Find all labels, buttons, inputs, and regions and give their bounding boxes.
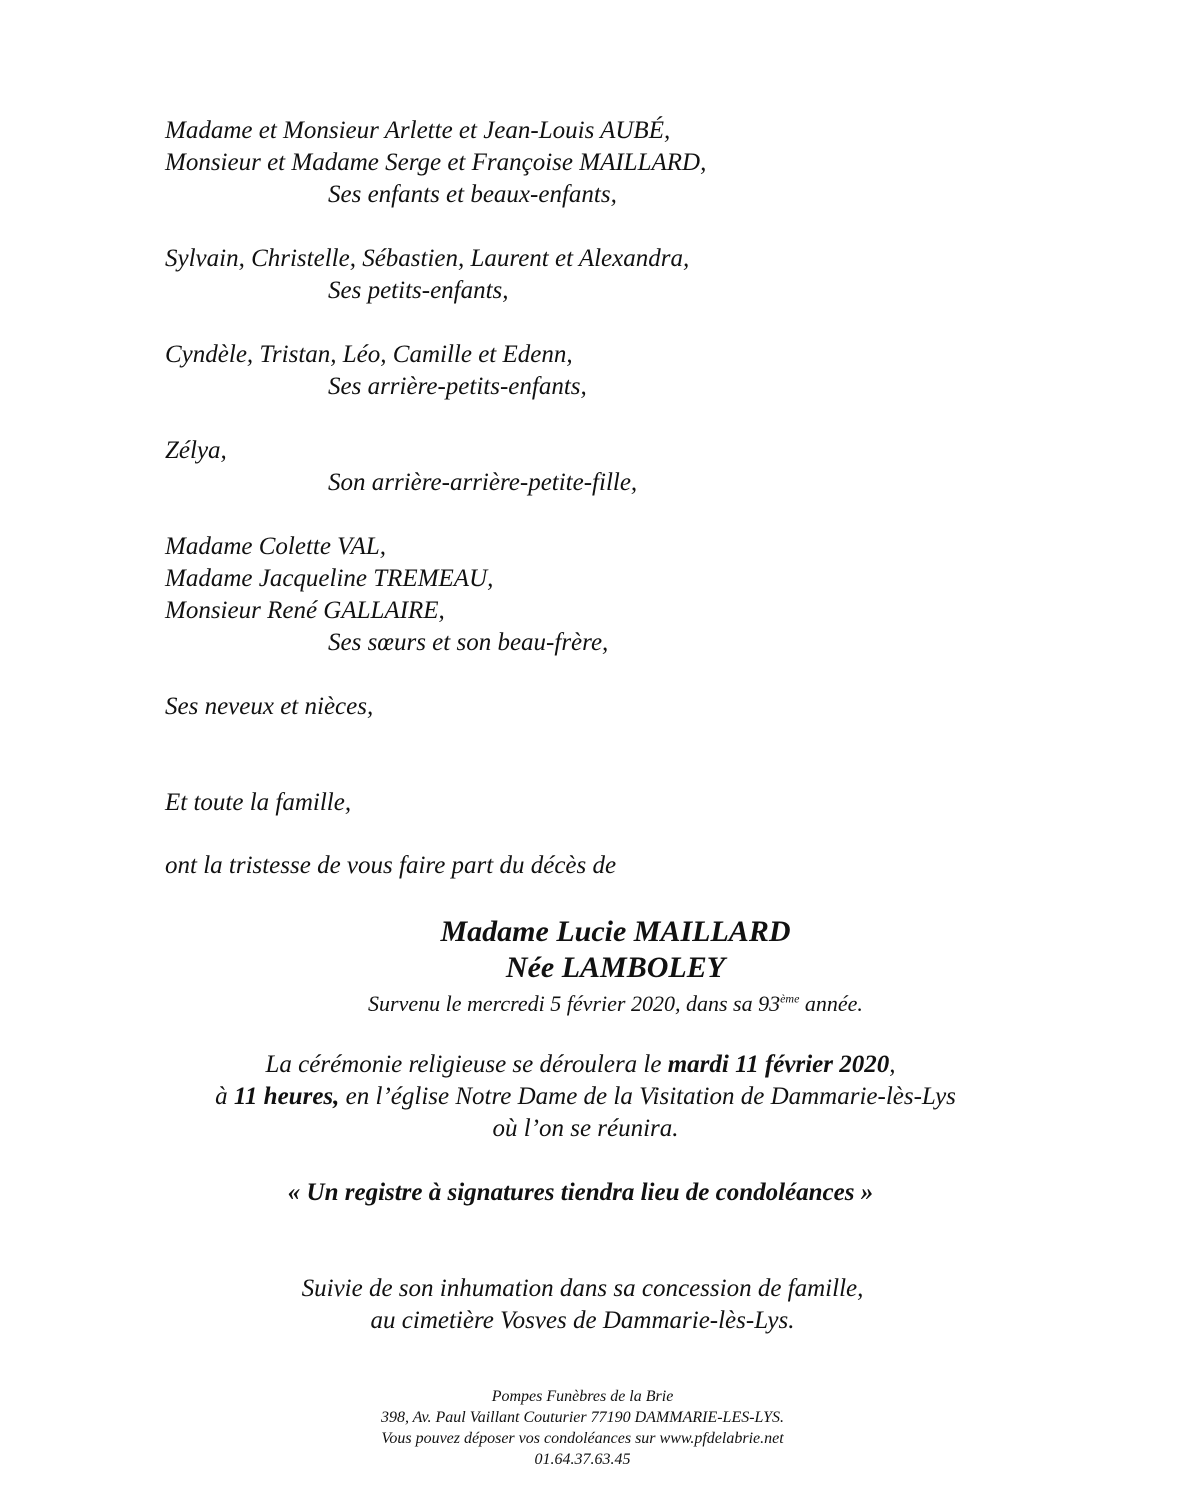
deceased-date-suffix: année. (799, 991, 863, 1016)
family-sibling-line-1: Madame Colette VAL, (165, 533, 387, 560)
ceremony-time: 11 heures, (233, 1083, 340, 1110)
ceremony-date: mardi 11 février 2020 (667, 1051, 890, 1078)
family-siblings-relation: Ses sœurs et son beau-frère, (328, 629, 609, 656)
deceased-maiden-name: Née LAMBOLEY (505, 951, 726, 984)
burial-line-2: au cimetière Vosves de Dammarie-lès-Lys. (370, 1307, 795, 1334)
deceased-name: Madame Lucie MAILLARD (440, 915, 791, 948)
announcement-line: ont la tristesse de vous faire part du décès de (165, 852, 617, 879)
footer-website-note: Vous pouvez déposer vos condoléances sur www.pfdelabrie.net (381, 1430, 784, 1447)
family-children-line-1: Madame et Monsieur Arlette et Jean-Louis AUBÉ, (165, 117, 671, 144)
family-whole-line: Et toute la famille, (165, 789, 352, 816)
ceremony-line-1-suffix: , (889, 1051, 896, 1078)
family-great-grandchildren-line: Cyndèle, Tristan, Léo, Camille et Edenn, (165, 341, 573, 368)
family-nephews-line: Ses neveux et nièces, (165, 693, 374, 720)
family-great-great-grandchild-relation: Son arrière-arrière-petite-fille, (328, 469, 638, 496)
deceased-date-sup: ème (780, 991, 800, 1006)
deceased-date-prefix: Survenu le mercredi 5 février 2020, dans sa 93 (368, 991, 781, 1016)
ceremony-line-2 (0, 1081, 1176, 1113)
family-great-great-grandchild-line: Zélya, (165, 437, 227, 464)
family-great-grandchildren-relation: Ses arrière-petits-enfants, (328, 373, 587, 400)
registry-note: « Un registre à signatures tiendra lieu de condoléances » (287, 1179, 874, 1206)
deceased-date-line (25, 988, 1181, 1020)
family-grandchildren-line: Sylvain, Christelle, Sébastien, Laurent et Alexandra, (165, 245, 690, 272)
ceremony-line-1-prefix: La cérémonie religieuse se déroulera le (265, 1051, 668, 1078)
family-children-relation: Ses enfants et beaux-enfants, (328, 181, 617, 208)
family-sibling-line-2: Madame Jacqueline TREMEAU, (165, 565, 494, 592)
ceremony-line-3: où l’on se réunira. (492, 1115, 679, 1142)
family-sibling-line-3: Monsieur René GALLAIRE, (165, 597, 445, 624)
footer-address: 398, Av. Paul Vaillant Couturier 77190 DAMMARIE-LES-LYS. (380, 1409, 785, 1426)
footer-company: Pompes Funèbres de la Brie (491, 1388, 674, 1405)
ceremony-line-2-prefix: à (215, 1083, 234, 1110)
family-children-line-2: Monsieur et Madame Serge et Françoise MAILLARD, (165, 149, 707, 176)
footer-phone: 01.64.37.63.45 (534, 1451, 631, 1468)
burial-line-1: Suivie de son inhumation dans sa concession de famille, (301, 1275, 864, 1302)
ceremony-line-2-suffix: en l’église Notre Dame de la Visitation de Dammarie-lès-Lys (339, 1083, 956, 1110)
family-grandchildren-relation: Ses petits-enfants, (328, 277, 509, 304)
ceremony-line-1 (0, 1049, 1171, 1081)
